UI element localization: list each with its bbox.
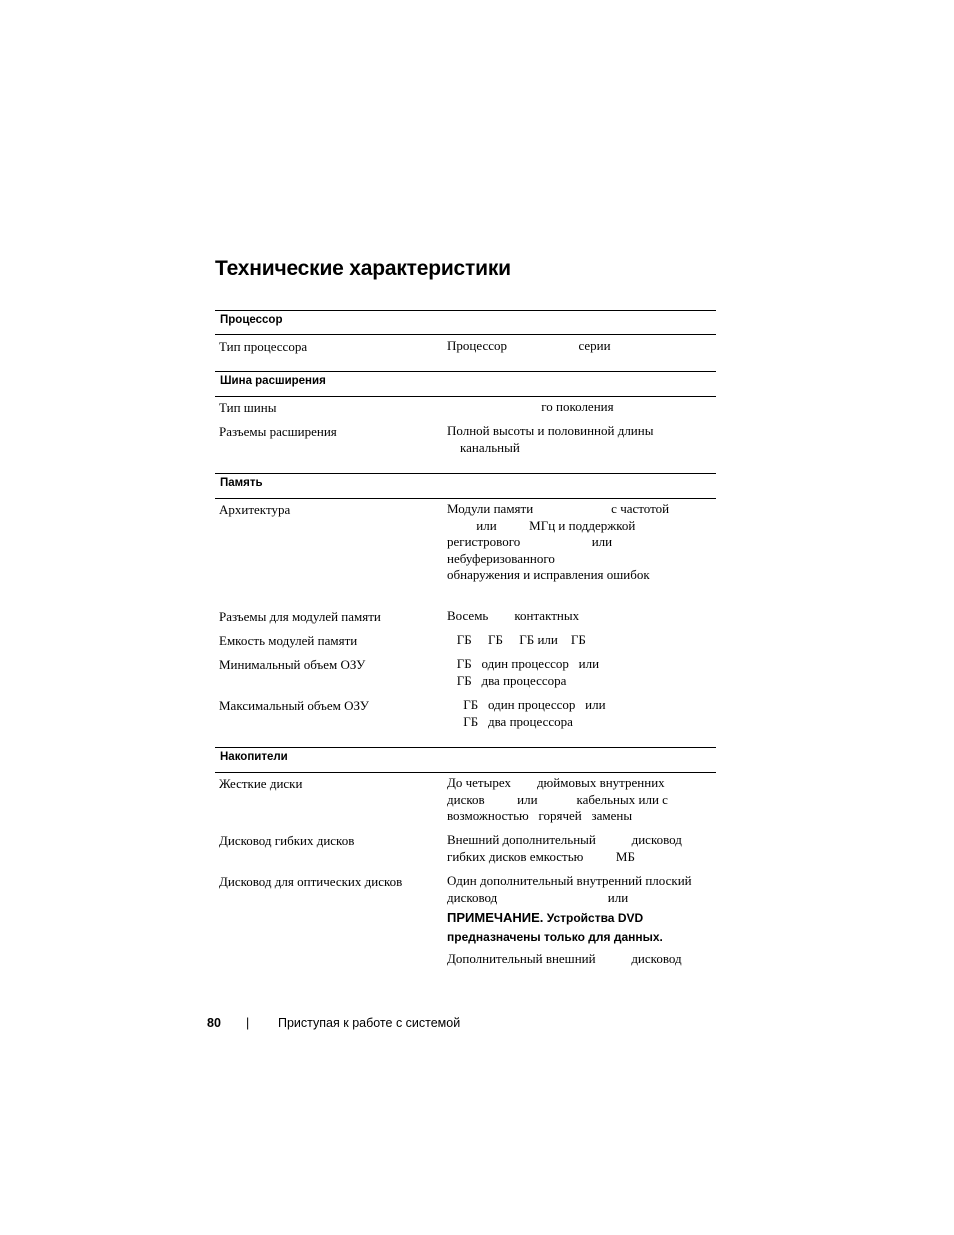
spec-label-optical-drive: Дисковод для оптических дисков — [219, 874, 403, 889]
footer-separator: | — [246, 1016, 250, 1030]
spec-label-module-capacity: Емкость модулей памяти — [219, 633, 358, 648]
section-top-rule — [215, 473, 716, 474]
section-top-rule — [215, 371, 716, 372]
spec-value-bus-type: го поколения — [447, 399, 614, 414]
spec-value-max-ram: ГБ один процессор или ГБ два процессора — [463, 697, 606, 729]
spec-value-processor-type: Процессор серии — [447, 338, 611, 353]
spec-value-architecture: Модули памяти с частотой или МГц и поддержкой регистрового или небуферизованного обнаружения и исправления ошибок — [447, 501, 670, 583]
spec-label-min-ram: Минимальный объем ОЗУ — [219, 657, 366, 672]
section-heading-rule — [215, 334, 716, 335]
spec-label-expansion-slots: Разъемы расширения — [219, 424, 337, 439]
section-heading-memory: Память — [220, 477, 263, 489]
section-top-rule — [215, 310, 716, 311]
section-heading-expansion-bus: Шина расширения — [220, 375, 326, 387]
footer-chapter-title: Приступая к работе с системой — [278, 1016, 461, 1030]
section-heading-rule — [215, 498, 716, 499]
spec-value-expansion-slots: Полной высоты и половинной длины канальный — [447, 423, 654, 455]
spec-value-module-capacity: ГБ ГБ ГБ или ГБ — [447, 632, 586, 647]
spec-value-external-drive: Дополнительный внешний дисковод — [447, 951, 682, 966]
spec-label-bus-type: Тип шины — [219, 400, 277, 415]
spec-label-floppy-drive: Дисковод гибких дисков — [219, 833, 355, 848]
note-keyword: ПРИМЕЧАНИЕ. — [447, 910, 544, 925]
spec-label-max-ram: Максимальный объем ОЗУ — [219, 698, 369, 713]
section-heading-rule — [215, 772, 716, 773]
note-text: Устройства DVD предназначены только для данных. — [447, 911, 663, 944]
spec-value-min-ram: ГБ один процессор или ГБ два процессора — [456, 656, 600, 688]
section-heading-processor: Процессор — [220, 314, 283, 326]
spec-label-memory-slots: Разъемы для модулей памяти — [219, 609, 381, 624]
page-number: 80 — [207, 1016, 221, 1030]
note-block — [447, 908, 663, 947]
section-heading-storage: Накопители — [220, 751, 288, 763]
section-top-rule — [215, 747, 716, 748]
section-heading-rule — [215, 396, 716, 397]
spec-value-floppy-drive: Внешний дополнительный дисковод гибких дисков емкостью МБ — [447, 832, 682, 864]
spec-label-architecture: Архитектура — [219, 502, 291, 517]
spec-label-hard-drives: Жесткие диски — [219, 776, 303, 791]
spec-value-memory-slots: Восемь контактных — [447, 608, 580, 623]
page-title: Технические характеристики — [215, 257, 511, 280]
spec-value-optical-drive: Один дополнительный внутренний плоский дисковод или — [447, 873, 692, 905]
spec-value-hard-drives: До четырех дюймовых внутренних дисков или кабельных или с возможностью горячей замены — [447, 775, 668, 824]
spec-label-processor-type: Тип процессора — [219, 339, 308, 354]
